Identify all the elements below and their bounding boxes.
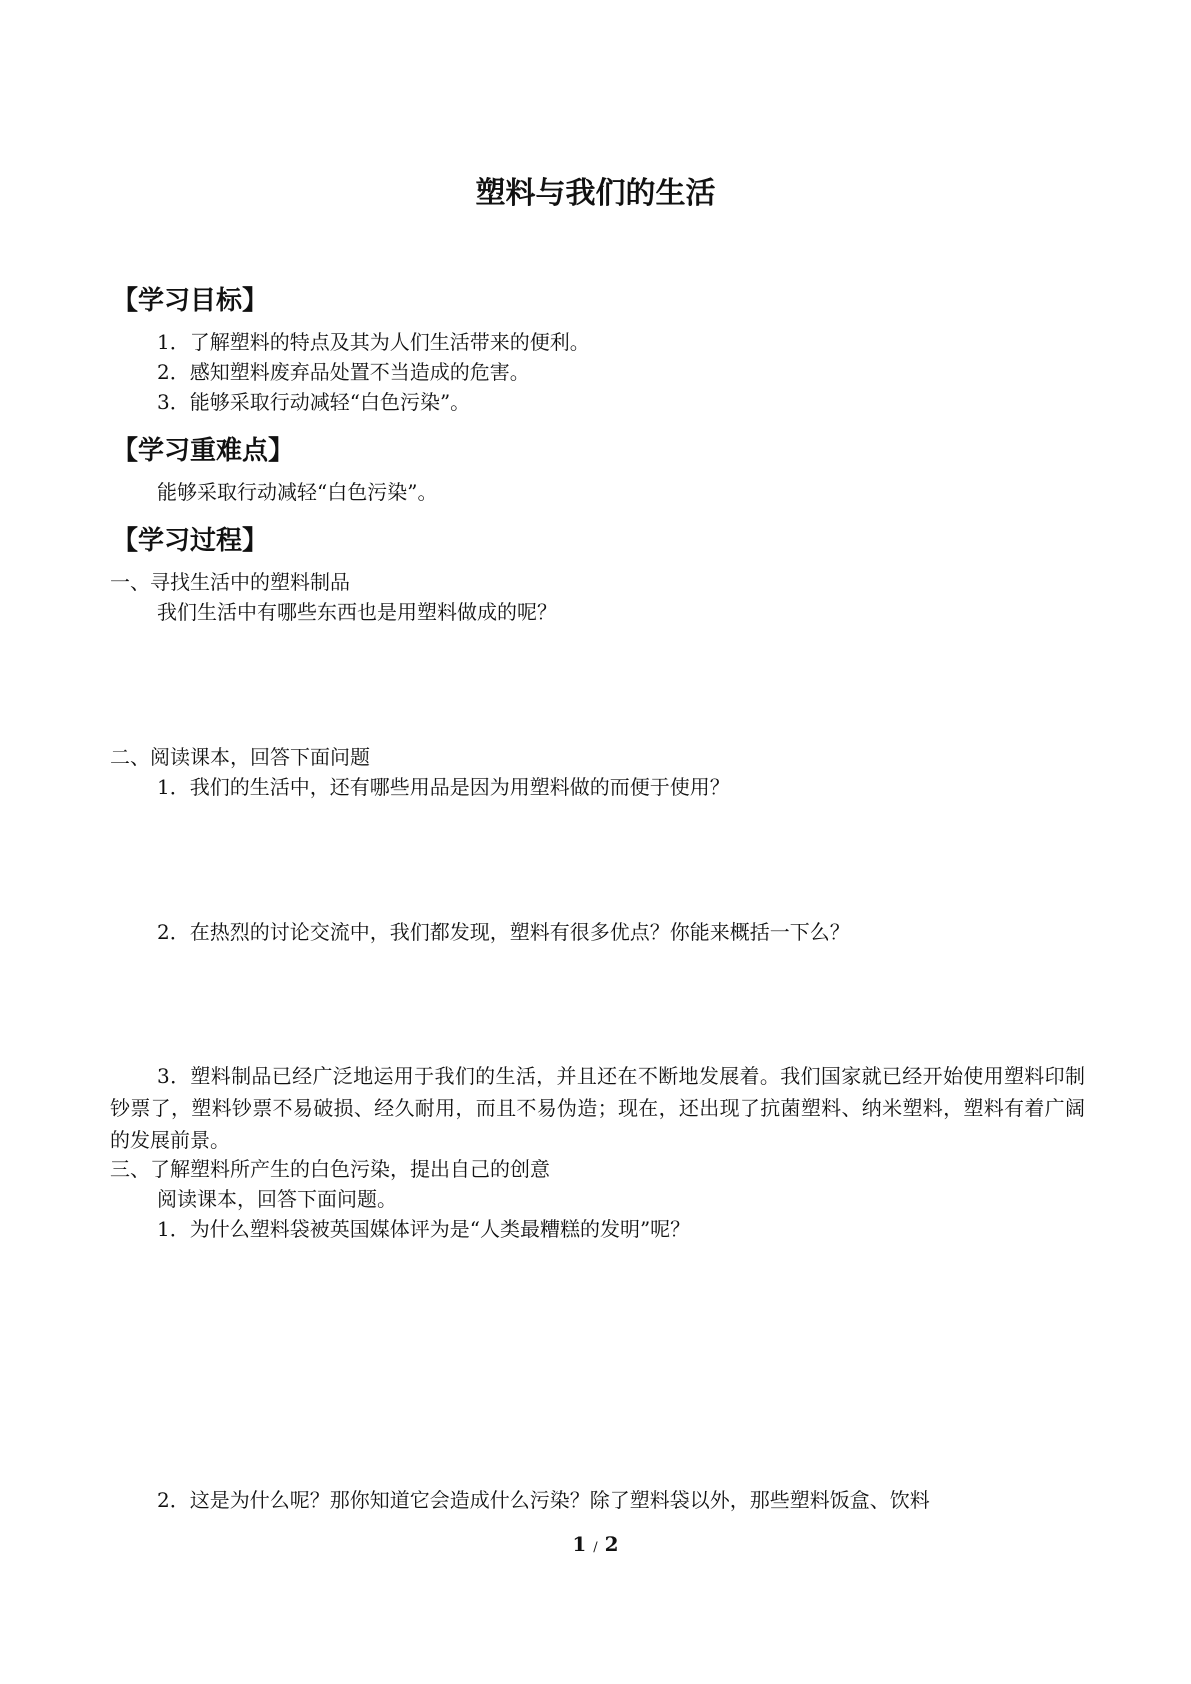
total-pages: 2 bbox=[604, 1532, 619, 1556]
current-page: 1 bbox=[572, 1532, 587, 1556]
goal-item-2: 2．感知塑料废弃品处置不当造成的危害。 bbox=[157, 360, 530, 384]
part3-title: 三、了解塑料所产生的白色污染，提出自己的创意 bbox=[110, 1157, 550, 1181]
goal-item-1: 1．了解塑料的特点及其为人们生活带来的便利。 bbox=[157, 330, 590, 354]
part2-question-1: 1．我们的生活中，还有哪些用品是因为用塑料做的而便于使用？ bbox=[157, 775, 730, 799]
part2-paragraph-3: 3．塑料制品已经广泛地运用于我们的生活，并且还在不断地发展着。我们国家就已经开始使用塑料印制钞票了，塑料钞票不易破损、经久耐用，而且不易伪造；现在，还出现了抗菌塑料、纳米塑料，塑料有着广阔的发展前景。 bbox=[110, 1064, 1085, 1152]
heading-key-points: 【学习重难点】 bbox=[112, 436, 295, 466]
heading-learning-process: 【学习过程】 bbox=[112, 526, 269, 556]
page-separator: / bbox=[593, 1540, 598, 1555]
goal-item-3: 3．能够采取行动减轻“白色污染”。 bbox=[157, 390, 471, 414]
page-title: 塑料与我们的生活 bbox=[475, 176, 716, 211]
part3-intro: 阅读课本，回答下面问题。 bbox=[157, 1187, 397, 1211]
part3-question-2: 2．这是为什么呢？那你知道它会造成什么污染？除了塑料袋以外，那些塑料饭盒、饮料 bbox=[157, 1488, 930, 1512]
heading-learning-goals: 【学习目标】 bbox=[112, 286, 269, 316]
page-number bbox=[0, 1532, 1191, 1556]
part2-title: 二、阅读课本，回答下面问题 bbox=[110, 745, 370, 769]
part1-question: 我们生活中有哪些东西也是用塑料做成的呢？ bbox=[157, 600, 557, 624]
part3-question-1: 1．为什么塑料袋被英国媒体评为是“人类最糟糕的发明”呢？ bbox=[157, 1217, 691, 1241]
part1-title: 一、寻找生活中的塑料制品 bbox=[110, 570, 350, 594]
part2-question-2: 2．在热烈的讨论交流中，我们都发现，塑料有很多优点？你能来概括一下么？ bbox=[157, 920, 850, 944]
key-points-text: 能够采取行动减轻“白色污染”。 bbox=[157, 480, 438, 504]
